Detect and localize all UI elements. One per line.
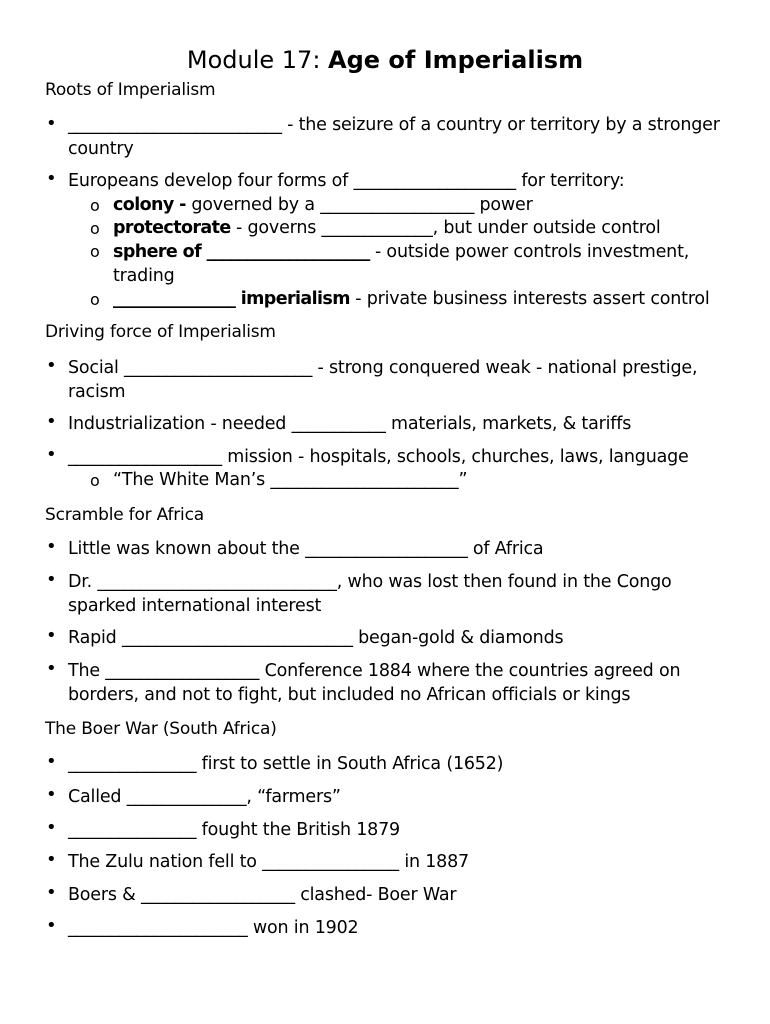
bullet-marker: •	[46, 784, 57, 805]
sub-bullet-marker: o	[90, 219, 100, 238]
section-heading-driving-force: Driving force of Imperialism	[45, 322, 276, 342]
bullet-marker: •	[46, 569, 57, 590]
page-title	[0, 46, 770, 74]
sub-item-text: - governs _____________, but under outside control	[230, 218, 661, 238]
bullet-marker: •	[46, 882, 57, 903]
sub-item-term: colony -	[113, 195, 192, 215]
sub-list-item	[113, 287, 733, 311]
sub-bullet-marker: o	[90, 242, 100, 261]
bullet-marker: •	[46, 849, 57, 870]
list-item: Boers & __________________ clashed- Boer War	[68, 885, 457, 905]
bullet-marker: •	[46, 444, 57, 465]
section-heading-roots: Roots of Imperialism	[45, 80, 216, 100]
list-item: _______________ first to settle in South Africa (1652)	[68, 754, 504, 774]
sub-item-text: - private business interests assert control	[349, 289, 710, 309]
sub-list-item	[113, 468, 733, 492]
bullet-marker: •	[46, 536, 57, 557]
sub-bullet-marker: o	[90, 471, 100, 490]
sub-list-item	[113, 240, 733, 288]
sub-item-term: protectorate	[113, 218, 231, 238]
bullet-marker: •	[46, 411, 57, 432]
list-item: Europeans develop four forms of ___________________ for territory:	[68, 171, 625, 191]
title-prefix: Module 17:	[186, 46, 329, 74]
bullet-marker: •	[46, 658, 57, 679]
title-main: Age of Imperialism	[328, 46, 584, 74]
sub-item-term: sphere of ____________________	[113, 242, 370, 262]
list-item: The Zulu nation fell to ________________ in 1887	[68, 852, 469, 872]
section-heading-boer-war: The Boer War (South Africa)	[45, 719, 277, 739]
sub-item-text: governed by a __________________ power	[191, 195, 533, 215]
sub-item-term: _______________ imperialism	[113, 289, 350, 309]
list-item: _________________________ - the seizure of a country or territory by a stronger country	[68, 115, 720, 159]
section-heading-scramble: Scramble for Africa	[45, 505, 204, 525]
sub-item-text: - outside power controls investment, trading	[113, 242, 690, 286]
list-item: __________________ mission - hospitals, schools, churches, laws, language	[68, 447, 689, 467]
list-item: The __________________ Conference 1884 where the countries agreed on borders, and not to fight, but included no African officials or kings	[68, 661, 681, 705]
sub-bullet-marker: o	[90, 196, 100, 215]
list-item: _____________________ won in 1902	[68, 918, 359, 938]
sub-list-item	[113, 193, 733, 217]
sub-list-item	[113, 216, 733, 240]
list-item: Little was known about the ___________________ of Africa	[68, 539, 544, 559]
list-item: Social ______________________ - strong conquered weak - national prestige, racism	[68, 358, 698, 402]
list-item: Called ______________, “farmers”	[68, 787, 341, 807]
bullet-marker: •	[46, 355, 57, 376]
bullet-marker: •	[46, 168, 57, 189]
bullet-marker: •	[46, 625, 57, 646]
sub-item-text: “The White Man’s ______________________”	[113, 470, 468, 490]
list-item: _______________ fought the British 1879	[68, 820, 400, 840]
bullet-marker: •	[46, 751, 57, 772]
bullet-marker: •	[46, 817, 57, 838]
list-item: Dr. ____________________________, who was lost then found in the Congo sparked international interest	[68, 572, 672, 616]
list-item: Rapid ___________________________ began-gold & diamonds	[68, 628, 564, 648]
bullet-marker: •	[46, 915, 57, 936]
bullet-marker: •	[46, 113, 57, 134]
sub-bullet-marker: o	[90, 290, 100, 309]
list-item: Industrialization - needed ___________ materials, markets, & tariffs	[68, 414, 632, 434]
